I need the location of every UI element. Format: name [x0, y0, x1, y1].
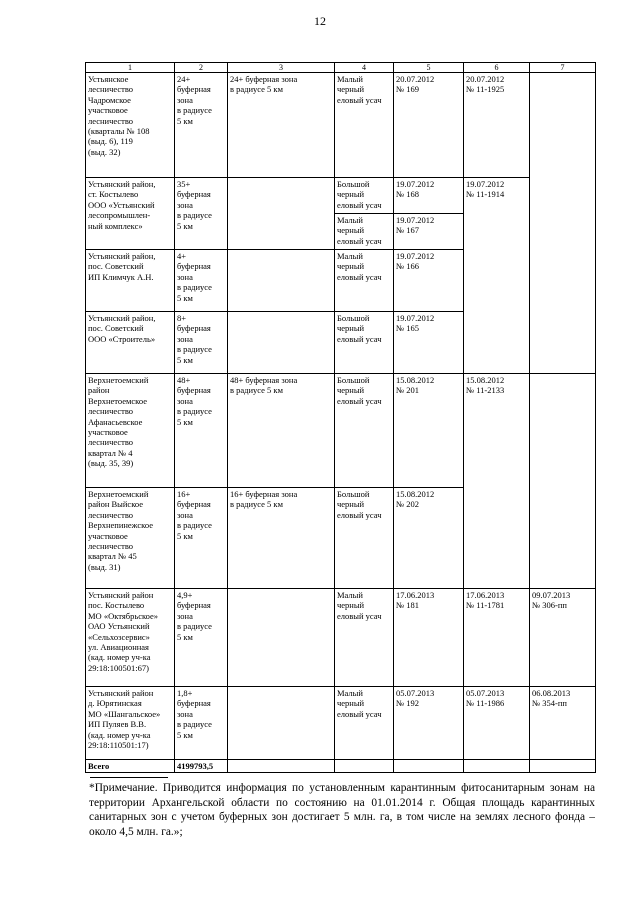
pest-cell: Малый черный еловый усач [335, 250, 394, 312]
location-cell: Устьянский район, пос. Советский ИП Климчук А.Н. [86, 250, 175, 312]
empty-cell [530, 760, 596, 773]
pest-cell: Большой черный еловый усач [335, 488, 394, 589]
pest-cell: Малый черный еловый усач [335, 73, 394, 178]
empty-cell [464, 760, 530, 773]
area-cell: 1,8+ буферная зона в радиусе 5 км [175, 687, 228, 760]
area-cell: 48+ буферная зона в радиусе 5 км [175, 374, 228, 488]
area-cell: 4+ буферная зона в радиусе 5 км [175, 250, 228, 312]
area-cell: 8+ буферная зона в радиусе 5 км [175, 312, 228, 374]
table-row [86, 178, 596, 214]
pest-cell: Малый черный еловый усач [335, 214, 394, 250]
decision-cell-continued [464, 214, 530, 374]
resolution-cell: 06.08.2013 № 354-пп [530, 687, 596, 760]
table-row [86, 73, 596, 178]
document-cell: 15.08.2012 № 201 [394, 374, 464, 488]
area-cell: 35+ буферная зона в радиусе 5 км [175, 178, 228, 250]
column-number: 4 [335, 63, 394, 73]
table-row [86, 589, 596, 687]
decision-cell: 19.07.2012 № 11-1914 [464, 178, 530, 214]
area-cell: 24+ буферная зона в радиусе 5 км [175, 73, 228, 178]
column-number: 2 [175, 63, 228, 73]
buffer-zone-cell [228, 687, 335, 760]
column-number-row [86, 63, 596, 73]
location-cell: Устьянский район, пос. Советский ООО «Строитель» [86, 312, 175, 374]
resolution-cell: 09.07.2013 № 306-пп [530, 589, 596, 687]
document-cell: 19.07.2012 № 166 [394, 250, 464, 312]
pest-cell: Большой черный еловый усач [335, 178, 394, 214]
decision-cell: 15.08.2012 № 11-2133 [464, 374, 530, 488]
pest-cell: Малый черный еловый усач [335, 687, 394, 760]
footnote-divider [90, 777, 168, 778]
decision-cell: 17.06.2013 № 11-1781 [464, 589, 530, 687]
pest-cell: Малый черный еловый усач [335, 589, 394, 687]
pest-cell: Большой черный еловый усач [335, 374, 394, 488]
column-number: 3 [228, 63, 335, 73]
table-row [86, 488, 596, 589]
document-cell: 19.07.2012 № 165 [394, 312, 464, 374]
location-cell: Устьянский район д. Юрятинская МО «Шангальское» ИП Пуляев В.В. (кад. номер уч-ка 29:18:110501:17) [86, 687, 175, 760]
total-row [86, 760, 596, 773]
location-cell: Верхнетоемский район Выйское лесничество Верхнепинежское участковое лесничество квартал № 45 (выд. 31) [86, 488, 175, 589]
column-number: 6 [464, 63, 530, 73]
document-cell: 05.07.2013 № 192 [394, 687, 464, 760]
document-cell: 15.08.2012 № 202 [394, 488, 464, 589]
quarantine-zones-table [85, 62, 596, 773]
location-cell: Верхнетоемский район Верхнетоемское лесничество Афанасьевское участковое лесничество квартал № 4 (выд. 35, 39) [86, 374, 175, 488]
page-number: 12 [314, 14, 326, 28]
document-cell: 19.07.2012 № 167 [394, 214, 464, 250]
table-row [86, 374, 596, 488]
buffer-zone-cell [228, 250, 335, 312]
column-number: 1 [86, 63, 175, 73]
buffer-zone-cell: 16+ буферная зона в радиусе 5 км [228, 488, 335, 589]
area-cell: 16+ буферная зона в радиусе 5 км [175, 488, 228, 589]
decision-cell: 05.07.2013 № 11-1986 [464, 687, 530, 760]
empty-cell [228, 760, 335, 773]
document-cell: 19.07.2012 № 168 [394, 178, 464, 214]
empty-cell [335, 760, 394, 773]
total-value: 4199793,5 [175, 760, 228, 773]
location-cell: Устьянский район пос. Костылево МО «Октябрьское» ОАО Устьянский «Сельхозсервис» ул. Авиационная (кад. номер уч-ка 29:18:100501:67) [86, 589, 175, 687]
buffer-zone-cell [228, 312, 335, 374]
location-cell: Устьянское лесничество Чадромское участковое лесничество (кварталы № 108 (выд. 6), 119 (выд. 32) [86, 73, 175, 178]
total-label: Всего [86, 760, 175, 773]
document-cell: 17.06.2013 № 181 [394, 589, 464, 687]
buffer-zone-cell [228, 178, 335, 250]
decision-cell: 20.07.2012 № 11-1925 [464, 73, 530, 178]
decision-cell-continued [464, 488, 530, 589]
buffer-zone-cell [228, 589, 335, 687]
footnote: *Примечание. Приводится информация по установленным карантинным фитосанитарным зонам на территории Архангельской области по состоянию на 01.01.2014 г. Общая площадь карантинных санитарных зон с учетом буферных зон достигает 5 млн. га, в том числе на землях лесного фонда – около 4,5 млн. га.»; [89, 782, 595, 838]
pest-cell: Большой черный еловый усач [335, 312, 394, 374]
resolution-cell [530, 73, 596, 374]
empty-cell [394, 760, 464, 773]
document-cell: 20.07.2012 № 169 [394, 73, 464, 178]
resolution-cell [530, 374, 596, 589]
buffer-zone-cell: 24+ буферная зона в радиусе 5 км [228, 73, 335, 178]
column-number: 5 [394, 63, 464, 73]
table-row [86, 687, 596, 760]
area-cell: 4,9+ буферная зона в радиусе 5 км [175, 589, 228, 687]
location-cell: Устьянский район, ст. Костылево ООО «Устьянский лесопромышлен- ный комплекс» [86, 178, 175, 250]
buffer-zone-cell: 48+ буферная зона в радиусе 5 км [228, 374, 335, 488]
column-number: 7 [530, 63, 596, 73]
